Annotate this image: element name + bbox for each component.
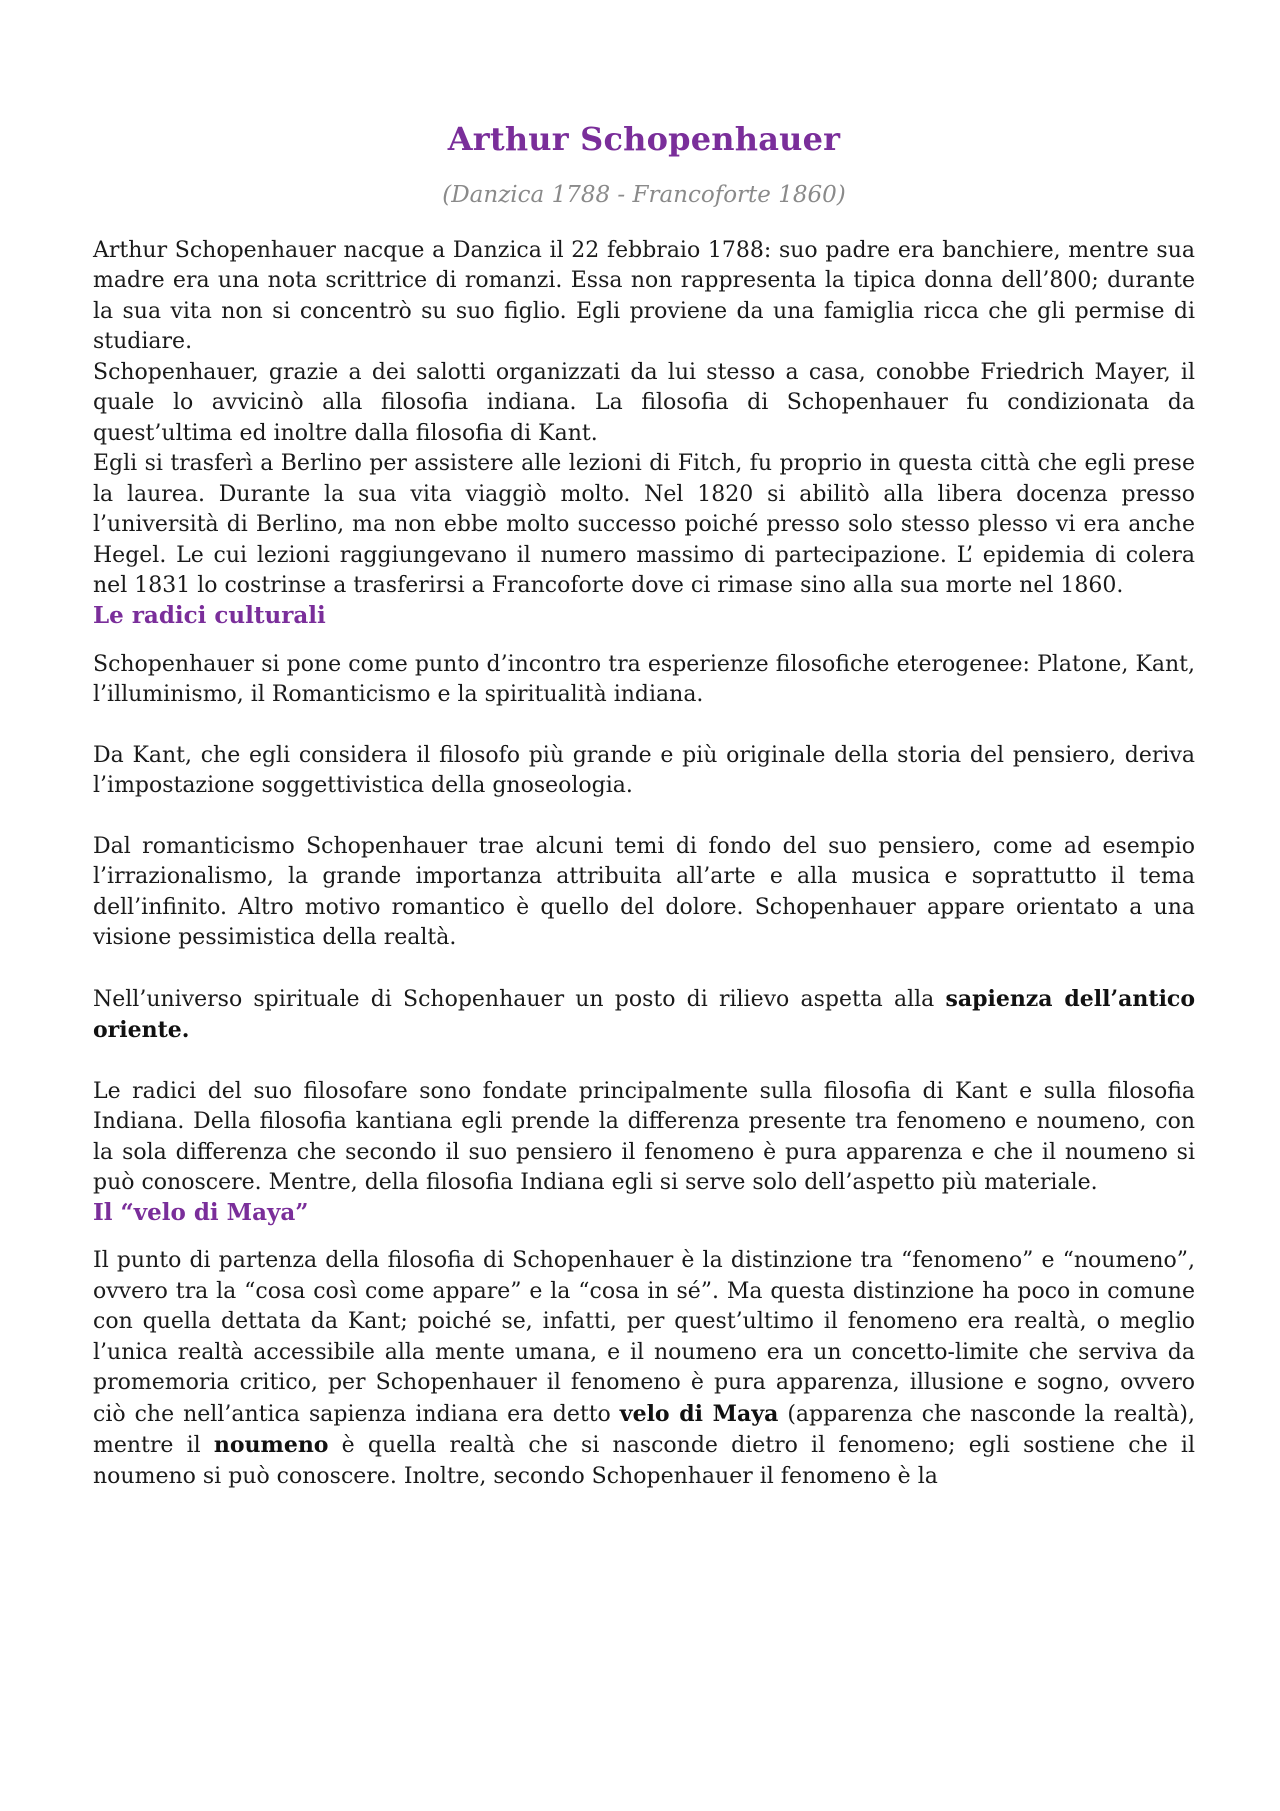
- intro-paragraph: Arthur Schopenhauer nacque a Danzica il 22 febbraio 1788: suo padre era banchiere, mentre sua madre era una nota scrittrice di romanzi. Essa non rappresenta la tipica donna dell’800; durante la sua vita non si concentrò su suo figlio. Egli proviene da una famiglia ricca che gli permise di studiare.: [93, 237, 1195, 355]
- paragraph-text: è quella realtà che si nasconde dietro il fenomeno; egli sostiene che il noumeno si può conoscere. Inoltre, secondo Schopenhauer il fenomeno è la: [93, 1433, 1195, 1489]
- paragraph: Le radici del suo filosofare sono fondate principalmente sulla filosofia di Kant e sulla filosofia Indiana. Della filosofia kantiana egli prende la differenza presente tra fenomeno e noumeno, con la sola differenza che secondo il suo pensiero il fenomeno è pura apparenza e che il noumeno si può conoscere. Mentre, della filosofia Indiana egli si serve solo dell’aspetto più materiale.: [93, 1078, 1195, 1196]
- section-heading-radici: Le radici culturali: [93, 601, 326, 629]
- document-subtitle: (Danzica 1788 - Francoforte 1860): [442, 182, 846, 209]
- bold-text: noumeno: [213, 1432, 329, 1459]
- intro-section: [93, 236, 1195, 602]
- paragraph: [93, 984, 1195, 1047]
- document-page: [93, 120, 1195, 1492]
- section-body-radici: [93, 650, 1195, 1199]
- paragraph-text: (apparenza che nasconde la realtà), mentre il: [93, 1401, 1196, 1459]
- bold-text: sapienza dell’antico oriente.: [93, 985, 1195, 1044]
- paragraph: [93, 1246, 1195, 1492]
- intro-paragraph: Schopenhauer, grazie a dei salotti organizzati da lui stesso a casa, conobbe Friedrich Mayer, il quale lo avvicinò alla filosofia indiana. La filosofia di Schopenhauer fu condizionata da quest’ultima ed inoltre dalla filosofia di Kant.: [93, 359, 1195, 446]
- paragraph-text: Nell’universo spirituale di Schopenhauer un posto di rilievo aspetta alla: [93, 986, 946, 1012]
- paragraph: Schopenhauer si pone come punto d’incontro tra esperienze filosofiche eterogenee: Platone, Kant, l’illuminismo, il Romanticismo e la spiritualità indiana.: [93, 651, 1195, 708]
- intro-paragraph: Egli si trasferì a Berlino per assistere alle lezioni di Fitch, fu proprio in questa città che egli prese la laurea. Durante la sua vita viaggiò molto. Nel 1820 si abilitò alla libera docenza presso l’università di Berlino, ma non ebbe molto successo poiché presso solo stesso plesso vi era anche Hegel. Le cui lezioni raggiungevano il numero massimo di partecipazione. L’ epidemia di colera nel 1831 lo costrinse a trasferirsi a Francoforte dove ci rimase sino alla sua morte nel 1860.: [93, 451, 1195, 599]
- paragraph-text: Il punto di partenza della filosofia di Schopenhauer è la distinzione tra “fenomeno” e “noumeno”, ovvero tra la “cosa così come appare” e la “cosa in sé”. Ma questa distinzione ha poco in comune con quella dettata da Kant; poiché se, infatti, per quest’ultimo il fenomeno era realtà, o meglio l’unica realtà accessibile alla mente umana, e il noumeno era un concetto-limite che serviva da promemoria critico, per Schopenhauer il fenomeno è pura apparenza, illusione e sogno, ovvero ciò che nell’antica sapienza indiana era detto: [93, 1248, 1195, 1427]
- document-title: Arthur Schopenhauer: [447, 120, 841, 158]
- paragraph: Dal romanticismo Schopenhauer trae alcuni temi di fondo del suo pensiero, come ad esempio l’irrazionalismo, la grande importanza attribuita all’arte e alla musica e soprattutto il tema dell’infinito. Altro motivo romantico è quello del dolore. Schopenhauer appare orientato a una visione pessimistica della realtà.: [93, 833, 1195, 951]
- bold-text: velo di Maya: [619, 1400, 779, 1427]
- section-body-velo-di-maya: [93, 1246, 1195, 1492]
- section-heading-velo-di-maya: Il “velo di Maya”: [93, 1198, 309, 1226]
- paragraph: Da Kant, che egli considera il filosofo più grande e più originale della storia del pensiero, deriva l’impostazione soggettivistica della gnoseologia.: [93, 742, 1195, 799]
